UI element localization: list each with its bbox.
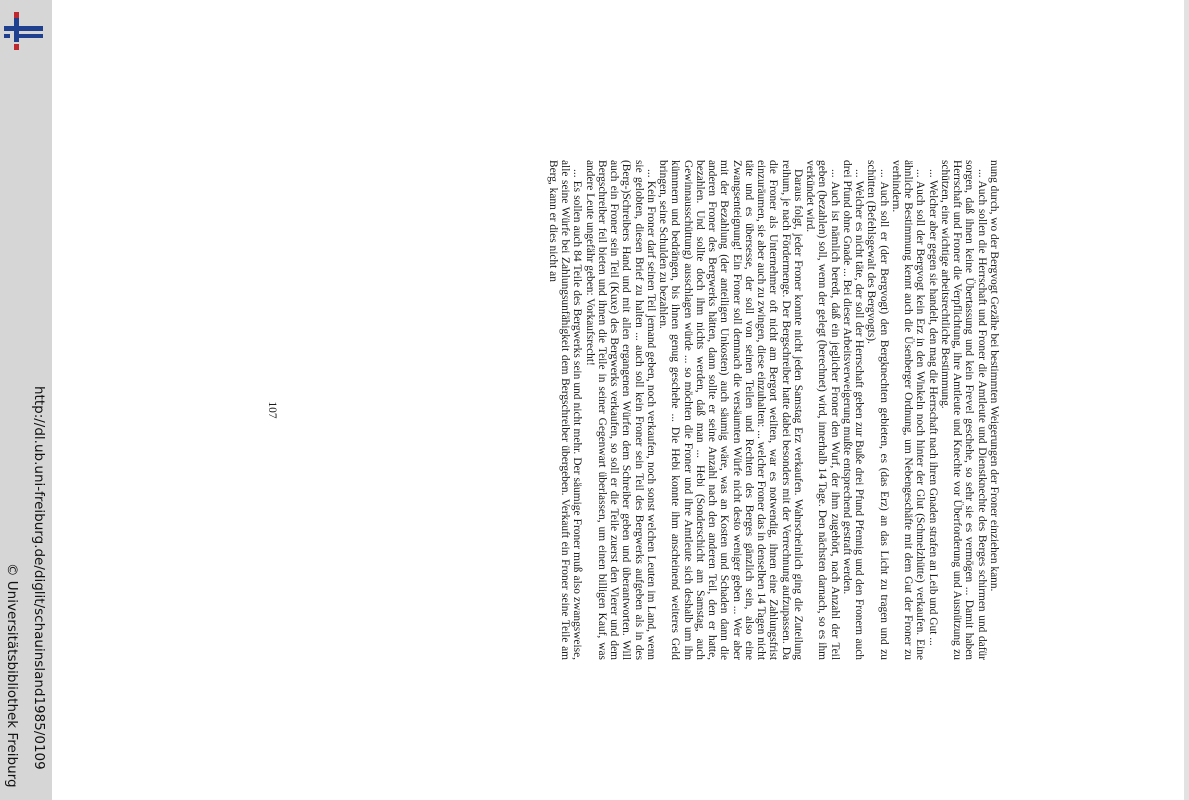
paragraph: ... Kein Froner darf seinen Teil jemand geben, noch verkaufen, noch sonst welchen Leuten im Land, wenn sie gelobten, diesen Brief zu halten ... auch soll kein Froner sein Teil des Bergwerks aufgeben als in des (Berg-)Schreibers Hand und mit allen ergangenen Würfen dem Schreiber geben und überantworten. Will auch ein Froner sein Teil (Kuxe) des Bergwerks verkaufen, so soll er die Teile zuerst den Vierer und dem Bergschreiber feil bieten und ihnen die Teile in seiner Gegenwart überlassen, um einen billigen Kauf, was andere Leute ungefähr geben: Vorkaufsrecht! bbox=[583, 160, 657, 660]
paragraph: nung durch, wo der Bergvogt Gezähe bei bestimmten Weigerungen der Froner einziehen kann. bbox=[988, 160, 1000, 592]
university-logo-icon[interactable] bbox=[2, 8, 44, 50]
paragraph: ... Auch ist nämlich beredt, daß ein jeglicher Froner den Wurf, der ihm zugehört, nach Anzahl der Teil geben (bezahlen) soll, wenn der gelegt (berechnet) wird, innerhalb 14 Tage. Den nächsten darnach, so es ihm verkündet wird. bbox=[804, 160, 841, 660]
paragraph: ... Es sollen auch 84 Teile des Bergwerks sein und nicht mehr. Der säumige Froner muß also zwangsweise, alle seine Würfe bei Zahlungsunfähigkeit dem Bergschreiber übergeben. Verkauft ein Froner seine Teile am Berg, kann er dies nicht an bbox=[547, 160, 584, 660]
viewer-sidebar bbox=[0, 0, 52, 800]
paragraph: ... Auch sollen die Herrschaft und Froner die Amtleute und Dienstknechte des Berges schirmen und dafür sorgen, daß ihnen keine Übertassung und kein Frevel geschehe, so sehr sie es vermögen ... Damit haben Herrschaft und Froner die Verpflichtung, ihre Amtleute und Knechte vor Überforderung und Ausnützung zu schützen, eine wichtige arbeitsrechtliche Bestimmung. bbox=[939, 160, 988, 660]
paragraph: ... Welcher aber gegen sie handelt, den mag die Herrschaft nach ihren Gnaden strafen an Leib und Gut ... bbox=[926, 169, 939, 646]
copyright-notice: © Universitätsbibliothek Freiburg bbox=[4, 563, 20, 788]
paragraph: ... Auch soll der Bergvogt kein Erz in den Winkeln noch hinter der Glut (Schmelzhütte) verkaufen. Eine ähnliche Bestimmung kennt auch die Üsenberger Ordnung, um Nebengeschäfte mit dem Gut der Froner zu verhindern. bbox=[890, 160, 927, 660]
scanned-page bbox=[266, 160, 1000, 660]
source-url[interactable]: http://dl.ub.uni-freiburg.de/diglit/schauinsland1985/0109 bbox=[31, 386, 47, 770]
paragraph: ... Auch soll er (der Bergvogt) den Bergknechten gebieten, es (das Erz) an das Licht zu tragen und zu schütten (Befehlsgewalt des Bergvogts). bbox=[865, 160, 890, 660]
paragraph: ... Welcher es nicht täte, der soll der Herrschaft geben zur Buße drei Pfund Pfennig und den Fronern auch drei Pfund ohne Gnade ... Bei dieser Arbeitsverweigerung mußte entsprechend gestraft werden. bbox=[841, 160, 866, 660]
scrollbar-edge[interactable] bbox=[1184, 0, 1189, 800]
paragraph: Daraus folgt, jeder Froner konnte nicht jeden Samstag Erz verkaufen. Wahrscheinlich ging die Zuteilung reihum, je nach Fördermenge. Der Bergschreiber hatte dabei besonders mit der Verrechnung aufzupassen. Da die Froner als Unternehmer oft nicht am Bergort weilten, war es notwendig, ihnen eine Zahlungsfrist einzuräumen, sie aber auch zu zwingen, diese einzuhalten: ... welcher Froner das in denselben 14 Tagen nicht täte und es übersesse, der soll von seinen Teilen und Rechten des Berges gänzlich sein, also eine Zwangsenteignung! Ein Froner soll demnach die versäumten Würfe nicht desto weniger geben ... Wer aber mit der Bezahlung (der anteiligen Unkosten) auch säumig wäre, was an Kosten und Schaden dann die anderen Froner des Bergwerks hätten, dann sollte er seine Anzahl nach den anderen Teil, den er hatte, bezahlen. Und sollte doch ihm nichts werden, daß man ... Hebi (Sonderschicht am Samstag, auch Gewinnausschüttung) ausschlagen würde ... so möchten die Froner und ihre Amtleute sich deshalb um ihn kümmern und bedrängen, bis ihnen genug geschehe ... Die Hebi konnte ihm anscheinend weiteres Geld bringen, seine Schulden zu bezahlen. bbox=[657, 160, 804, 660]
page-number: 107 bbox=[266, 401, 278, 419]
